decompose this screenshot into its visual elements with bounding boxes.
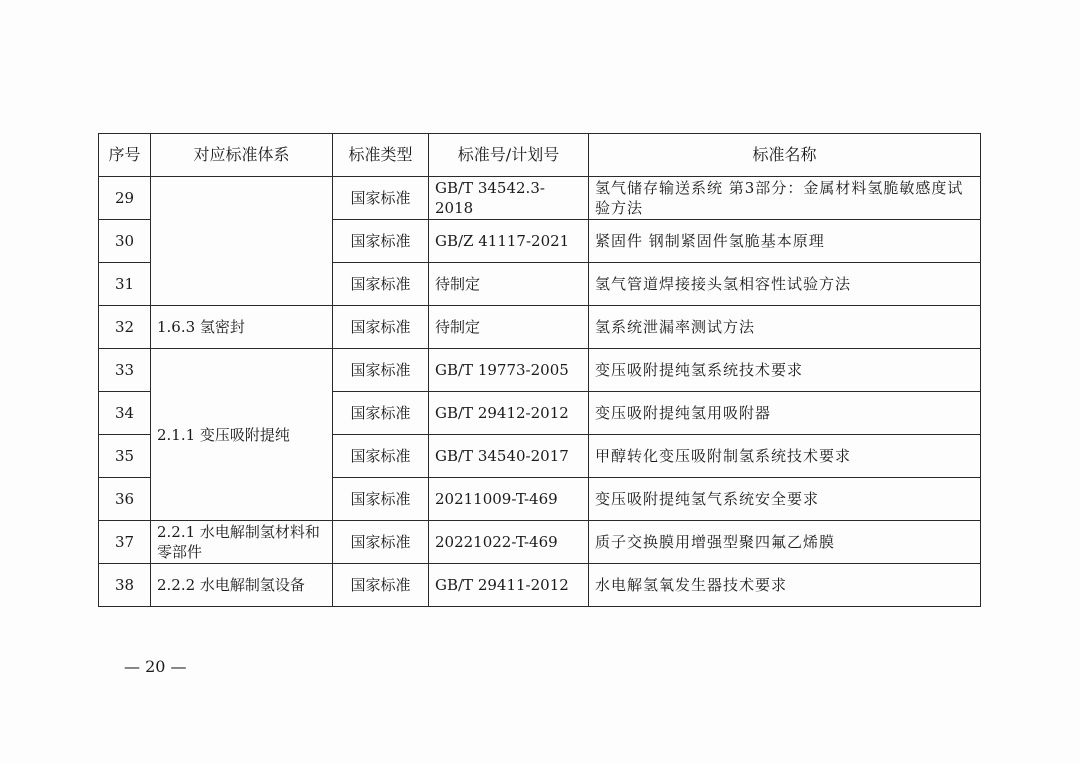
row-no: 31 bbox=[99, 263, 151, 306]
row-no: 29 bbox=[99, 177, 151, 220]
row-system bbox=[151, 177, 333, 306]
row-type: 国家标准 bbox=[333, 177, 429, 220]
row-name: 氢气储存输送系统 第3部分：金属材料氢脆敏感度试验方法 bbox=[589, 177, 981, 220]
row-type: 国家标准 bbox=[333, 306, 429, 349]
table-row bbox=[99, 306, 981, 349]
row-code: GB/T 34542.3-2018 bbox=[429, 177, 589, 220]
row-type: 国家标准 bbox=[333, 263, 429, 306]
row-no: 38 bbox=[99, 564, 151, 607]
row-type: 国家标准 bbox=[333, 564, 429, 607]
row-type: 国家标准 bbox=[333, 392, 429, 435]
table-row bbox=[99, 177, 981, 220]
header-type: 标准类型 bbox=[333, 134, 429, 177]
standards-table bbox=[98, 133, 981, 607]
row-no: 30 bbox=[99, 220, 151, 263]
row-type: 国家标准 bbox=[333, 349, 429, 392]
row-code: 待制定 bbox=[429, 306, 589, 349]
row-name: 变压吸附提纯氢系统技术要求 bbox=[589, 349, 981, 392]
row-type: 国家标准 bbox=[333, 521, 429, 564]
row-name: 紧固件 钢制紧固件氢脆基本原理 bbox=[589, 220, 981, 263]
row-code: GB/T 29411-2012 bbox=[429, 564, 589, 607]
row-no: 33 bbox=[99, 349, 151, 392]
row-name: 水电解氢氧发生器技术要求 bbox=[589, 564, 981, 607]
row-code: 待制定 bbox=[429, 263, 589, 306]
table-row bbox=[99, 521, 981, 564]
row-name: 变压吸附提纯氢气系统安全要求 bbox=[589, 478, 981, 521]
header-name: 标准名称 bbox=[589, 134, 981, 177]
row-name: 氢气管道焊接接头氢相容性试验方法 bbox=[589, 263, 981, 306]
row-name: 氢系统泄漏率测试方法 bbox=[589, 306, 981, 349]
header-system: 对应标准体系 bbox=[151, 134, 333, 177]
row-type: 国家标准 bbox=[333, 478, 429, 521]
row-code: GB/T 34540-2017 bbox=[429, 435, 589, 478]
row-name: 甲醇转化变压吸附制氢系统技术要求 bbox=[589, 435, 981, 478]
row-no: 36 bbox=[99, 478, 151, 521]
table-row bbox=[99, 349, 981, 392]
row-type: 国家标准 bbox=[333, 220, 429, 263]
header-no: 序号 bbox=[99, 134, 151, 177]
row-no: 35 bbox=[99, 435, 151, 478]
row-code: GB/T 29412-2012 bbox=[429, 392, 589, 435]
table-row bbox=[99, 564, 981, 607]
row-no: 32 bbox=[99, 306, 151, 349]
table-header-row bbox=[99, 134, 981, 177]
row-no: 34 bbox=[99, 392, 151, 435]
row-system: 2.1.1 变压吸附提纯 bbox=[151, 349, 333, 521]
row-no: 37 bbox=[99, 521, 151, 564]
row-system: 1.6.3 氢密封 bbox=[151, 306, 333, 349]
row-type: 国家标准 bbox=[333, 435, 429, 478]
row-name: 变压吸附提纯氢用吸附器 bbox=[589, 392, 981, 435]
page-number: — 20 — bbox=[124, 657, 187, 676]
row-code: 20221022-T-469 bbox=[429, 521, 589, 564]
row-code: GB/T 19773-2005 bbox=[429, 349, 589, 392]
row-system: 2.2.1 水电解制氢材料和零部件 bbox=[151, 521, 333, 564]
row-code: GB/Z 41117-2021 bbox=[429, 220, 589, 263]
row-code: 20211009-T-469 bbox=[429, 478, 589, 521]
row-system: 2.2.2 水电解制氢设备 bbox=[151, 564, 333, 607]
header-code: 标准号/计划号 bbox=[429, 134, 589, 177]
row-name: 质子交换膜用增强型聚四氟乙烯膜 bbox=[589, 521, 981, 564]
